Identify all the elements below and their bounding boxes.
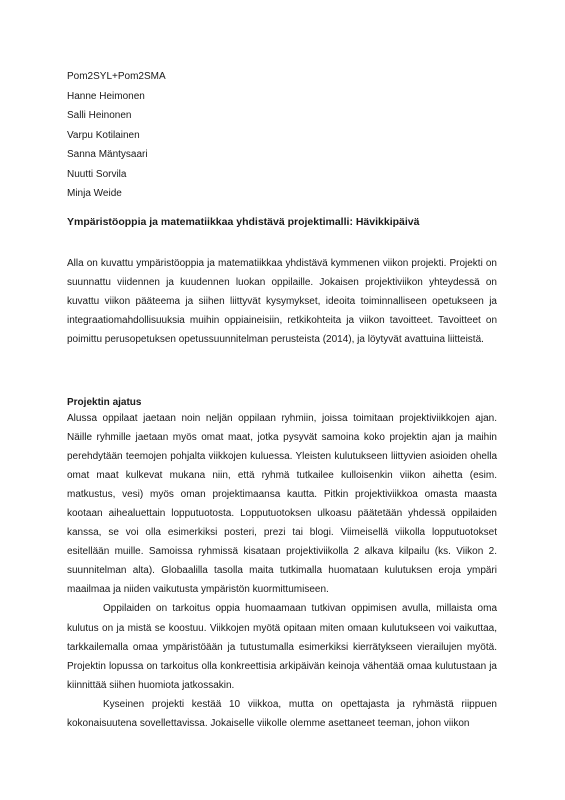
author-list (67, 67, 166, 204)
body-paragraph: Kyseinen projekti kestää 10 viikkoa, mutta on opettajasta ja ryhmästä riippuen kokonaisuutena sovellettavissa. Jokaiselle viikolle olemme asettaneet teeman, johon viikon (67, 698, 497, 729)
author-name: Minja Weide (67, 188, 122, 199)
author-name: Salli Heinonen (67, 110, 132, 121)
author-name: Hanne Heimonen (67, 90, 145, 102)
body-paragraph: Alussa oppilaat jaetaan noin neljän oppilaan ryhmiin, joissa toimitaan projektiviikkojen ajan. Näille ryhmille jaetaan myös omat maat, jotka pysyvät samoina koko projektin ajan ja maihin perehdytään teemojen pohjalta viikkojen kuluessa. Yleisten kulutukseen liittyvien asioiden ohella omat maat kulkevat mukana niin, että ryhmä tutkailee kulloisenkin viikon aihetta (esim. matkustus, vesi) myös oman projektimaansa kautta. Pitkin projektiviikkoa omasta maasta kootaan aihealuettain lopputuotosta. Lopputuotoksen ulkoasu päätetään yhdessä oppilaiden kanssa, se voi olla esimerkiksi posteri, prezi tai blogi. Viimeisellä viikolla lopputuotokset esitellään muille. Samoissa ryhmissä kisataan projektiviikolla 2 alkava kilpailu (ks. Viikon 2. suunnitelman alta). Globaalilla tasolla maita tutkimalla huomataan kulutuksen eroja ympäri maailmaa ja niiden vaikutusta ympäristön kuormittumiseen. (67, 413, 497, 596)
section-heading: Projektin ajatus (67, 397, 142, 408)
author-name: Varpu Kotilainen (67, 129, 140, 141)
body-paragraph: Oppilaiden on tarkoitus oppia huomaamaan tutkivan oppimisen avulla, millaista oma kulutus on ja mistä se koostuu. Viikkojen myötä opitaan miten omaan kulutukseen voi vaikuttaa, tarkkailemalla omaa ympäristöään ja tutustumalla esimerkiksi kierrätykseen vierailujen myötä. Projektin lopussa on tarkoitus olla konkreettisia arkipäivän keinoja vähentää omaa kulutustaan ja kiinnittää siihen huomiota jatkossakin. (67, 603, 497, 691)
section-body (67, 409, 497, 733)
author-name: Sanna Mäntysaari (67, 149, 148, 160)
course-code: Pom2SYL+Pom2SMA (67, 71, 166, 82)
intro-paragraph: Alla on kuvattu ympäristöoppia ja matematiikkaa yhdistävä kymmenen viikon projekti. Projekti on suunnattu viidennen ja kuudennen luokan oppilaille. Jokaisen projektiviikon yhteydessä on kuvattu viikon pääteema ja siihen liittyvät kysymykset, ideoita toiminnalliseen opetukseen ja integraatiomahdollisuuksia muihin oppiaineisiin, retkikohteita ja viikon tavoitteet. Tavoitteet on poimittu perusopetuksen opetussuunnitelman perusteista (2014), ja löytyvät avattuina liitteistä. (67, 258, 497, 345)
author-name: Nuutti Sorvila (67, 168, 127, 180)
document-title: Ympäristöoppia ja matematiikkaa yhdistävä projektimalli: Hävikkipäivä (67, 216, 420, 228)
